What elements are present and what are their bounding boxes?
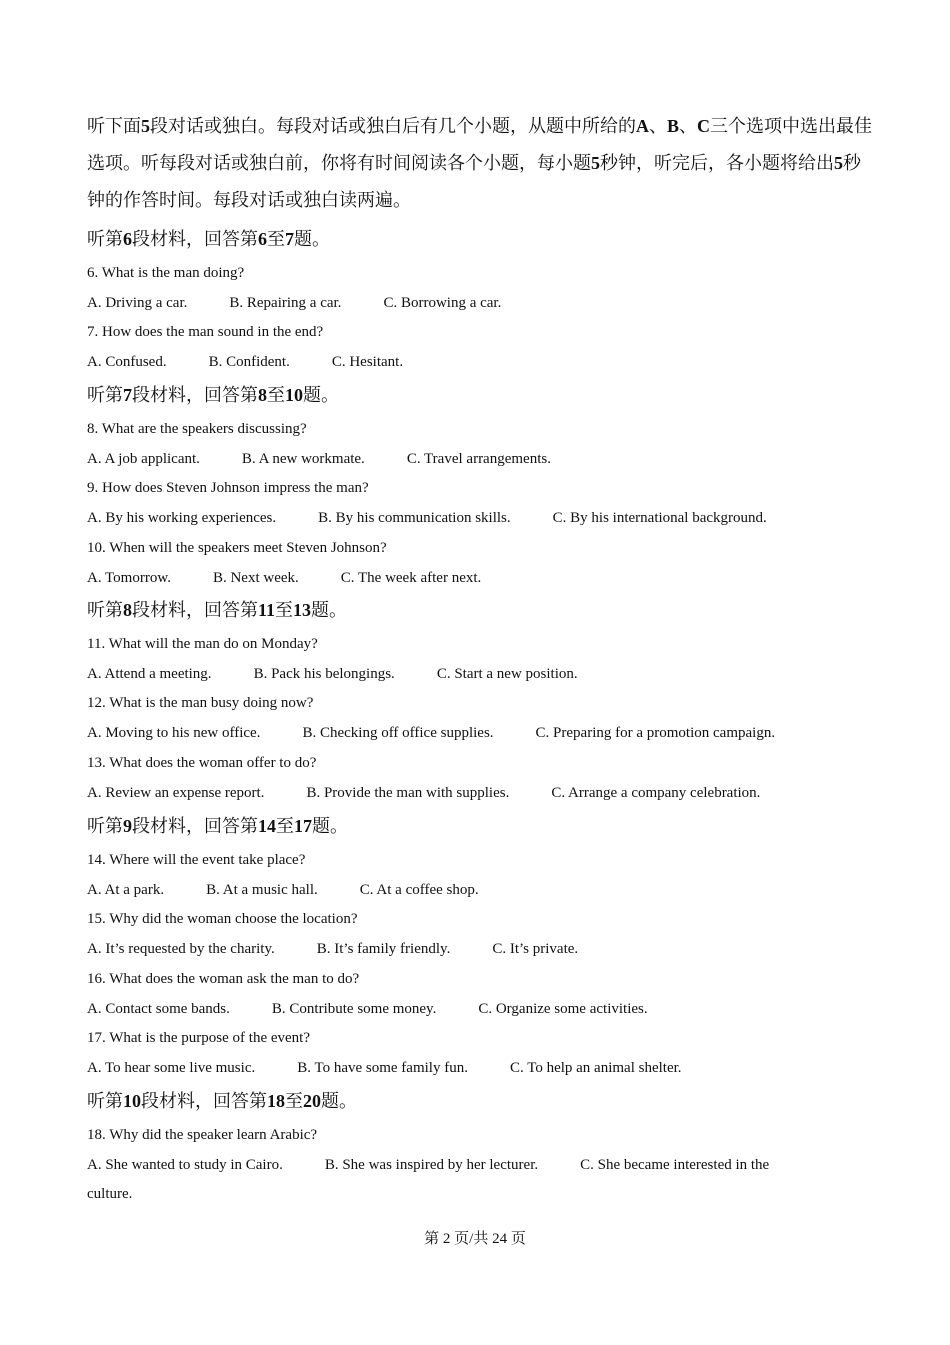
- heading-question-end: 13: [293, 600, 312, 620]
- instructions-text: 秒钟的作答时间。每段对话或独白读两遍。: [87, 153, 861, 210]
- answer-option: B. By his communication skills.: [318, 510, 511, 527]
- instructions-option-letter: A: [636, 116, 649, 136]
- answer-option: C. Hesitant.: [331, 354, 404, 371]
- question-text: 9. How does Steven Johnson impress the man?: [87, 480, 369, 497]
- heading-question-end: 7: [285, 229, 294, 249]
- heading-question-start: 18: [267, 1091, 285, 1111]
- question-text: 8. What are the speakers discussing?: [87, 421, 307, 437]
- answer-options: [87, 879, 479, 901]
- answer-option: C. Borrowing a car.: [383, 294, 502, 311]
- answer-option: B. Next week.: [212, 569, 299, 586]
- answer-option: A. Moving to his new office.: [87, 725, 261, 742]
- heading-text: 至: [276, 816, 294, 836]
- page-footer: 第 2 页/共 24 页: [424, 1231, 526, 1247]
- answer-options: [87, 782, 760, 804]
- question-text: 12. What is the man busy doing now?: [87, 695, 314, 712]
- answer-option: A. To hear some live music.: [87, 1059, 256, 1076]
- answer-options: [87, 351, 403, 373]
- question-text: 13. What does the woman offer to do?: [87, 754, 317, 771]
- heading-text: 题。: [311, 600, 348, 620]
- heading-text: 听第: [87, 385, 123, 405]
- answer-option: B. It’s family friendly.: [316, 941, 451, 958]
- answer-option: C. The week after next.: [340, 569, 482, 586]
- answer-options: [87, 722, 775, 744]
- answer-option: C. To help an animal shelter.: [509, 1059, 682, 1076]
- heading-text: 听第: [87, 600, 123, 620]
- answer-options: [87, 567, 481, 589]
- instructions-option-letter: B: [667, 116, 680, 136]
- heading-text: 至: [275, 600, 294, 620]
- instructions-option-letter: C: [697, 116, 711, 136]
- answer-options: [87, 448, 551, 470]
- answer-option: B. Pack his belongings.: [253, 665, 395, 682]
- question-text: 7. How does the man sound in the end?: [87, 324, 324, 341]
- question-text: 16. What does the woman ask the man to do?: [87, 970, 360, 987]
- heading-question-end: 20: [303, 1091, 321, 1111]
- answer-option: C. Preparing for a promotion campaign.: [535, 725, 776, 742]
- instructions-separator: 、: [649, 116, 667, 136]
- answer-option: A. She wanted to study in Cairo.: [87, 1156, 283, 1173]
- section-heading: [87, 1089, 357, 1113]
- answer-option: A. Confused.: [87, 354, 167, 371]
- heading-section-number: 8: [123, 600, 132, 620]
- heading-question-start: 11: [258, 600, 276, 620]
- instructions-number: 5: [591, 153, 600, 173]
- heading-question-start: 6: [258, 229, 267, 249]
- answer-option: C. Organize some activities.: [478, 1000, 648, 1017]
- heading-question-start: 8: [258, 385, 267, 405]
- section-heading: [87, 227, 330, 251]
- heading-section-number: 9: [123, 816, 132, 836]
- answer-option: B. To have some family fun.: [297, 1059, 468, 1076]
- answer-option: C. It’s private.: [492, 941, 579, 958]
- answer-option: A. By his working experiences.: [87, 510, 277, 527]
- heading-text: 听第: [87, 816, 123, 836]
- heading-text: 段材料，回答第: [141, 1091, 267, 1111]
- answer-option: A. Tomorrow.: [87, 569, 171, 586]
- answer-option: A. A job applicant.: [87, 450, 200, 467]
- heading-text: 题。: [303, 385, 339, 405]
- heading-text: 题。: [312, 816, 348, 836]
- option-continuation: culture.: [87, 1186, 133, 1203]
- instructions-text: 听下面: [87, 116, 141, 136]
- heading-question-start: 14: [258, 816, 276, 836]
- section-heading: [87, 598, 347, 622]
- answer-option: A. Review an expense report.: [87, 784, 265, 801]
- heading-text: 段材料，回答第: [132, 385, 258, 405]
- answer-option: A. It’s requested by the charity.: [87, 941, 275, 958]
- instructions-text: 段对话或独白。每段对话或独白后有几个小题，从题中所给的: [150, 116, 636, 136]
- answer-option: B. Confident.: [208, 354, 290, 371]
- section-heading: [87, 383, 339, 407]
- answer-option: B. Contribute some money.: [271, 1000, 437, 1017]
- question-text: 15. Why did the woman choose the location?: [87, 911, 358, 928]
- question-text: 17. What is the purpose of the event?: [87, 1030, 310, 1047]
- answer-option: B. At a music hall.: [206, 881, 318, 898]
- heading-text: 题。: [321, 1091, 357, 1111]
- answer-options: [87, 1154, 769, 1176]
- heading-question-end: 10: [285, 385, 303, 405]
- answer-options: [87, 998, 648, 1020]
- heading-text: 段材料，回答第: [132, 229, 258, 249]
- heading-text: 至: [267, 385, 285, 405]
- heading-text: 段材料，回答第: [132, 600, 258, 620]
- heading-section-number: 6: [123, 229, 132, 249]
- question-text: 10. When will the speakers meet Steven Johnson?: [87, 539, 387, 556]
- question-text: 14. Where will the event take place?: [87, 852, 306, 868]
- heading-section-number: 10: [123, 1091, 141, 1111]
- answer-option: B. She was inspired by her lecturer.: [324, 1156, 539, 1173]
- answer-options: [87, 507, 767, 529]
- question-text: 11. What will the man do on Monday?: [87, 636, 318, 652]
- answer-option: C. Arrange a company celebration.: [551, 784, 761, 801]
- answer-option: A. Driving a car.: [87, 294, 188, 311]
- heading-question-end: 17: [294, 816, 312, 836]
- answer-option: C. Start a new position.: [436, 665, 578, 682]
- answer-option: C. Travel arrangements.: [406, 450, 551, 467]
- answer-option: C. At a coffee shop.: [359, 881, 479, 898]
- answer-options: [87, 1057, 682, 1079]
- heading-text: 段材料，回答第: [132, 816, 258, 836]
- heading-text: 题。: [294, 229, 330, 249]
- answer-options: [87, 663, 578, 685]
- answer-option: A. Attend a meeting.: [87, 665, 212, 682]
- answer-option: B. A new workmate.: [241, 450, 365, 467]
- answer-option: A. Contact some bands.: [87, 1000, 230, 1017]
- answer-options: [87, 938, 578, 960]
- heading-text: 听第: [87, 1091, 123, 1111]
- answer-option: B. Provide the man with supplies.: [306, 784, 510, 801]
- instructions-number: 5: [141, 116, 150, 136]
- instructions-paragraph: [87, 108, 877, 219]
- heading-section-number: 7: [123, 385, 132, 405]
- answer-option: B. Repairing a car.: [229, 294, 342, 311]
- heading-text: 至: [285, 1091, 303, 1111]
- instructions-separator: 、: [679, 116, 698, 136]
- answer-options: [87, 292, 501, 314]
- instructions-text: 三个选项中选出最佳选项。听每段对话或独白前，你将有时间阅读各个小题，每小题: [87, 116, 873, 173]
- answer-option: C. By his international background.: [552, 510, 767, 527]
- instructions-number: 5: [834, 153, 843, 173]
- question-text: 6. What is the man doing?: [87, 265, 245, 281]
- heading-text: 至: [267, 229, 285, 249]
- question-text: 18. Why did the speaker learn Arabic?: [87, 1127, 318, 1143]
- answer-option: B. Checking off office supplies.: [302, 725, 494, 742]
- answer-option: A. At a park.: [87, 881, 165, 898]
- answer-option: C. She became interested in the: [580, 1156, 770, 1173]
- section-heading: [87, 814, 348, 838]
- instructions-text: 秒钟，听完后，各小题将给出: [600, 153, 834, 173]
- heading-text: 听第: [87, 229, 123, 249]
